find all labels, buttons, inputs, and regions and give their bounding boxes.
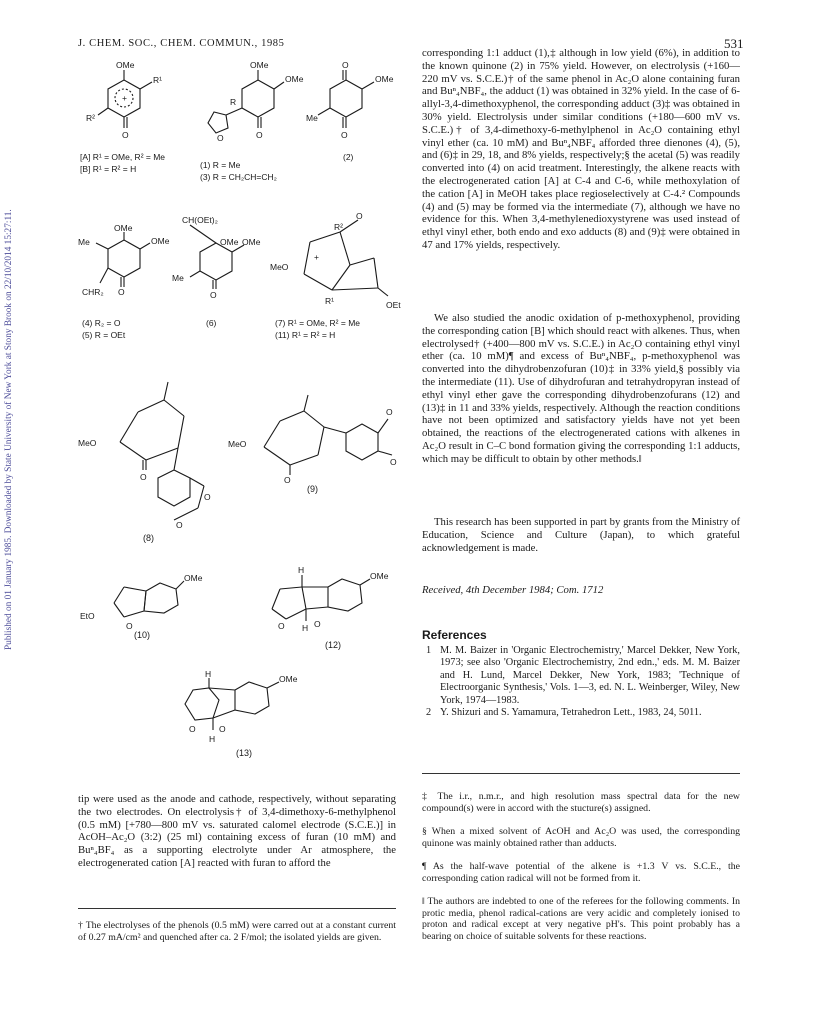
structure-6	[170, 215, 280, 310]
label-9: (9)	[307, 484, 318, 494]
body-paragraph-3	[422, 516, 740, 554]
atom-o: O	[342, 60, 349, 70]
label-6: (6)	[206, 318, 217, 328]
atom-o: O	[386, 407, 393, 417]
atom-chr2: CHR₂	[82, 287, 104, 297]
reference-number: 1	[426, 645, 432, 656]
structure-8	[78, 370, 228, 530]
atom-r1: R¹	[153, 75, 162, 85]
atom-o: O	[314, 619, 321, 629]
download-watermark	[0, 0, 20, 1035]
atom-o: O	[126, 621, 133, 631]
body-paragraph-2-text: We also studied the anodic oxidation of p-methoxyphenol, providing the corresponding cation [B] which should react with alkenes. Thus, when electrolysed† (+400—800 mV vs. S.C.E.) in Ac₂O containing ethyl vinyl ether (ca. 10 mM)¶ and excess of Buⁿ₄NBF₄, p-methoxyphenol was converted into the dihydrobenzofuran (10)‡ in 33% yield,§ possibly via the intermediate (11). Use of dihydrofuran and tetrahydropyran instead of ethyl vinyl ether gave the corresponding dihydrobenzofurans (12) and (13)‡ in 11 and 33% yields, respectively. Although the reaction conditions have not been optimized and satisfactory yields have not yet been obtained, the reactions of the electrogenerated cations with alkenes in Ac₂O result in C–C bond formation giving the corresponding 1:1 adducts, which may be difficult to obtain by other methods.‖	[422, 312, 740, 465]
atom-o: O	[356, 211, 363, 221]
structure-10	[78, 565, 218, 635]
atom-plus: +	[122, 93, 127, 103]
body-paragraph-continued: tip were used as the anode and cathode, respectively, without separating the two electrodes. On electrolysis† of 3,4-dimethoxy-6-methylphenol (0.5 mM) [+780—800 mV vs. saturated calomel electrode (S.C.E.)] in AcOH–Ac₂O (3:2) (25 ml) containing excess of furan (10 mM) and Buⁿ₄BF₄ as a supporting electrolyte under Ar atmosphere, the electrogenerated cation [A] reacted with furan to afford the	[78, 793, 396, 869]
structure-1	[190, 60, 310, 150]
atom-r2: R²	[334, 222, 343, 232]
atom-meo: MeO	[78, 438, 97, 448]
atom-ome: OMe	[375, 74, 394, 84]
atom-h: H	[302, 623, 309, 633]
footnote-pilcrow: ¶ As the half-wave potential of the alkene is +1.3 V vs. S.C.E., the corresponding cation radical will not be formed from it.	[422, 861, 740, 884]
atom-ome: OMe	[151, 236, 170, 246]
atom-o: O	[278, 621, 285, 631]
atom-o: O	[219, 724, 226, 734]
structure-cation-a	[80, 60, 180, 150]
atom-o: O	[140, 472, 147, 482]
structure-13	[175, 670, 325, 750]
atom-ome: OMe	[250, 60, 269, 70]
reference-text: M. M. Baizer in 'Organic Electrochemistry,' Marcel Dekker, New York, 1973; see also 'Organic Electrochemistry, 2nd edn.,' eds. M. M. Baizer and H. Lund, Marcel Dekker, New York, 1983; 'Technique of Electroorganic Synthesis,' Vols. 1—3, ed. N. L. Weinberger, Wiley, New York, 1974—1983.	[440, 645, 740, 706]
body-paragraph-3-text: This research has been supported in part by grants from the Ministry of Education, Science and Culture (Japan), to which grateful acknowledgement is made.	[422, 516, 740, 554]
footnote-rule-left	[78, 908, 396, 909]
footnote-double-dagger: ‡ The i.r., n.m.r., and high resolution mass spectral data for the new compound(s) were in accord with the stucture(s) assigned.	[422, 791, 740, 814]
atom-meo: MeO	[270, 262, 289, 272]
atom-oet: OEt	[386, 300, 401, 310]
atom-o: O	[189, 724, 196, 734]
atom-eto: EtO	[80, 611, 95, 621]
page-number: 531	[724, 36, 744, 51]
structure-2	[300, 60, 405, 150]
atom-ome: OMe	[285, 74, 304, 84]
atom-me: Me	[306, 113, 318, 123]
atom-ome: OMe	[279, 674, 298, 684]
atom-ome: OMe	[114, 223, 133, 233]
structure-12	[262, 565, 412, 640]
atom-o: O	[390, 457, 397, 467]
atom-r: R	[230, 97, 237, 107]
references-list	[422, 645, 740, 719]
journal-header: J. CHEM. SOC., CHEM. COMMUN., 1985	[78, 38, 285, 49]
atom-o: O	[256, 130, 263, 140]
atom-o: O	[217, 133, 224, 143]
atom-plus: +	[314, 252, 319, 262]
label-12: (12)	[325, 640, 342, 650]
reference-item	[422, 707, 740, 719]
atom-o: O	[118, 287, 125, 297]
label-5: (5) R = OEt	[82, 330, 126, 340]
label-b: [B] R¹ = R² = H	[80, 164, 137, 174]
atom-meo: MeO	[228, 439, 247, 449]
atom-r1: R¹	[325, 296, 334, 306]
reference-item	[422, 645, 740, 707]
atom-o: O	[284, 475, 291, 485]
atom-ome: OMe	[184, 573, 203, 583]
reference-number: 2	[426, 707, 432, 719]
label-13: (13)	[236, 748, 253, 758]
footnote-section: § When a mixed solvent of AcOH and Ac₂O was used, the corresponding quinone was mainly obtained rather than adducts.	[422, 826, 740, 849]
atom-ome: OMe	[370, 571, 389, 581]
structure-7	[270, 210, 410, 315]
label-1: (1) R = Me	[200, 160, 241, 170]
label-10: (10)	[134, 630, 151, 640]
structure-9	[228, 385, 398, 485]
atom-h: H	[209, 734, 216, 744]
atom-r2: R²	[86, 113, 95, 123]
download-watermark-text: Published on 01 January 1985. Downloaded by State University of New York at Stony Brook on 22/10/2014 15:27:11.	[4, 209, 14, 650]
footnote-dagger: † The electrolyses of the phenols (0.5 mM) were carred out at a constant current of 0.27 mA/cm² and quenched after ca. 2 F/mol; the isolated yields are given.	[78, 920, 396, 943]
atom-me: Me	[172, 273, 184, 283]
atom-me: Me	[78, 237, 90, 247]
label-a: [A] R¹ = OMe, R² = Me	[80, 152, 166, 162]
atom-o: O	[122, 130, 129, 140]
received-date: Received, 4th December 1984; Com. 1712	[422, 584, 604, 596]
references-heading: References	[422, 628, 487, 642]
label-3: (3) R = CH₂CH=CH₂	[200, 172, 277, 182]
atom-h: H	[298, 565, 305, 575]
label-8: (8)	[143, 533, 154, 543]
column-rule-right	[422, 773, 740, 774]
reference-text: Y. Shizuri and S. Yamamura, Tetrahedron Lett., 1983, 24, 5011.	[440, 707, 702, 719]
atom-o: O	[176, 520, 183, 530]
label-7: (7) R¹ = OMe, R² = Me	[275, 318, 361, 328]
label-11: (11) R¹ = R² = H	[275, 330, 336, 340]
label-2: (2)	[343, 152, 354, 162]
atom-o: O	[210, 290, 217, 300]
atom-ch-oet2: CH(OEt)₂	[182, 215, 218, 225]
atom-ome: OMe	[116, 60, 135, 70]
body-paragraph-2	[422, 312, 740, 466]
label-4: (4) R₂ = O	[82, 318, 121, 328]
atom-h: H	[205, 669, 212, 679]
atom-ome: OMe	[220, 237, 239, 247]
atom-o: O	[341, 130, 348, 140]
atom-o: O	[204, 492, 211, 502]
atom-ome: OMe	[242, 237, 261, 247]
body-paragraph-1: corresponding 1:1 adduct (1),‡ although in low yield (6%), in addition to the known quinone (2) in 75% yield. However, on electrolysis (+160—220 mV vs. S.C.E.)† of the same phenol in Ac₂O alone containing furan and Buⁿ₄NBF₄, the adduct (1) was obtained in 32% yield. In the case of 6-allyl-3,4-dimethoxyphenol, the corresponding adduct (3)‡ was obtained in 30% yield. Electrolysis under similar conditions (+180—600 mV vs. S.C.E.)† of 3,4-dimethoxy-6-methylphenol in Ac₂O containing ethyl vinyl ether (ca. 10 mM) and Buⁿ₄NBF₄ afforded three dienones (4), (5), and (6)‡ in 29, 18, and 8% yields, respectively;§ the acetal (5) was readily converted into (4) on acid treatment. Interestingly, the alkene reacts with the electrogenerated cation [A] at C-4 and C-6, while methoxylation of the cation [A] in MeOH takes place regioselectively at C-4.² Compounds (4) and (5) may be formed via the intermediate (7), although we have no evidence for this. When 3,4-methylenedioxystyrene was used instead of ethyl vinyl ether, both endo and exo adducts (8) and (9)‡ were obtained in 47 and 17% yields, respectively.	[422, 47, 740, 251]
footnote-double-bar: ‖ The authors are indebted to one of the referees for the following comments. In protic media, phenol radical-cations are very acidic and completely ionised to proton and radical except at very negative pH's. This point probably has a bearing on choice of suitable solvents for these reactions.	[422, 896, 740, 942]
